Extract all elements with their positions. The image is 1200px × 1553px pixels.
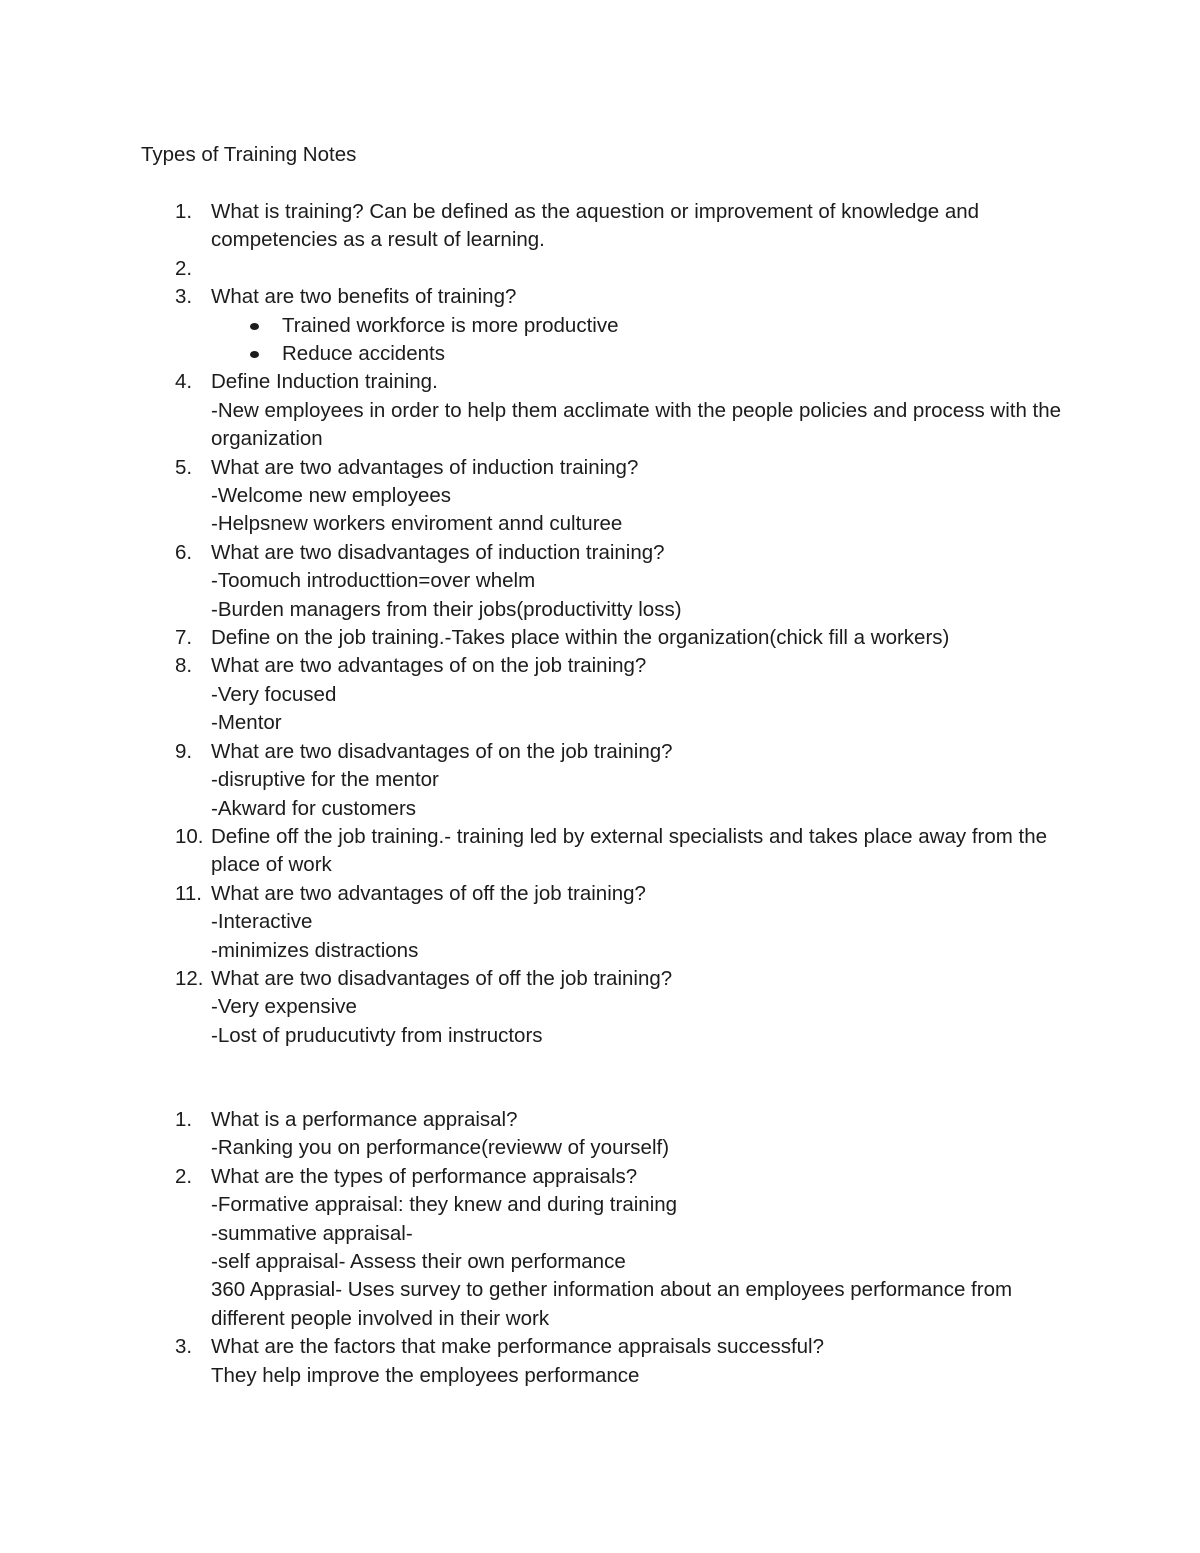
list-number: 6. [175, 540, 193, 564]
list-number: 9. [175, 739, 193, 763]
bullet-item [211, 340, 1200, 368]
item-text: What are the types of performance appraisals? [211, 1164, 638, 1188]
appraisal-item-3 [0, 1333, 1071, 1390]
list-number: 4. [175, 370, 193, 394]
training-item-2 [0, 255, 1071, 283]
item-text: What are two advantages of on the job training? [211, 654, 647, 678]
item-text: Define off the job training.- training led by external specialists and takes place away from the place of work [211, 824, 1048, 877]
bullet-text: Trained workforce is more productive [282, 313, 619, 337]
bullet-item [211, 312, 1200, 340]
training-item-3 [0, 283, 1071, 311]
list-number: 3. [175, 1335, 193, 1359]
item-text: What is training? Can be defined as the aquestion or improvement of knowledge and competencies as a result of learning. [211, 200, 980, 252]
training-questions-list [0, 198, 1200, 1050]
training-item-1 [0, 198, 1071, 255]
item-answer-line: -minimizes distractions [211, 938, 419, 962]
training-item-12 [0, 965, 1071, 1050]
document-title: Types of Training Notes [141, 143, 357, 166]
item-text: What are two advantages of off the job training? [211, 881, 646, 905]
list-number: 3. [175, 285, 193, 309]
item-text: What are two disadvantages of on the job training? [211, 739, 673, 763]
list-number: 10. [175, 824, 204, 848]
item-text [211, 255, 1071, 283]
item-answer-line: 360 Apprasial- Uses survey to gether information about an employees performance from different people involved in their work [211, 1278, 1013, 1330]
item-answer-line: They help improve the employees performance [211, 1363, 640, 1387]
item-text: What is a performance appraisal? [211, 1108, 518, 1131]
training-item-7 [0, 624, 1071, 652]
item-answer-line: -Ranking you on performance(revieww of yourself) [211, 1136, 670, 1160]
training-item-10 [0, 823, 1071, 880]
list-number: 2. [175, 256, 193, 280]
item-answer-line: -disruptive for the mentor [211, 768, 439, 792]
bullet-dot-icon [250, 323, 259, 330]
training-item-6 [0, 539, 1071, 624]
item-text: Define Induction training. [211, 370, 438, 394]
bullet-text: Reduce accidents [282, 342, 445, 366]
appraisal-questions-list [0, 1106, 1200, 1390]
list-number: 7. [175, 626, 193, 650]
training-item-8 [0, 652, 1071, 737]
item-text: What are two advantages of induction training? [211, 455, 639, 479]
item-answer-line: -Akward for customers [211, 796, 417, 820]
training-item-11 [0, 880, 1071, 965]
list-number: 8. [175, 654, 193, 678]
item-text: What are two benefits of training? [211, 285, 517, 309]
item-text: What are the factors that make performance appraisals successful? [211, 1335, 825, 1359]
list-number: 1. [175, 1108, 193, 1131]
item-text: Define on the job training.-Takes place within the organization(chick fill a workers) [211, 626, 950, 650]
item-text: What are two disadvantages of induction training? [211, 540, 665, 564]
training-item-9 [0, 738, 1071, 823]
training-item-5 [0, 454, 1071, 539]
item-answer-line: -Interactive [211, 910, 313, 934]
bullet-dot-icon [250, 351, 259, 358]
list-number: 11. [175, 881, 202, 905]
appraisal-item-2 [0, 1163, 1071, 1333]
item-answer-line: -Lost of pruducutivty from instructors [211, 1023, 543, 1047]
list-number: 12. [175, 966, 204, 990]
item-answer-line: -self appraisal- Assess their own performance [211, 1250, 626, 1274]
list-number: 5. [175, 455, 193, 479]
item-answer-line: -Welcome new employees [211, 484, 452, 508]
item-answer-line: -Toomuch introducttion=over whelm [211, 569, 536, 593]
item-answer-line: -Helpsnew workers enviroment annd culturee [211, 512, 623, 536]
list-number: 1. [175, 200, 193, 223]
item-answer-line: -Formative appraisal: they knew and during training [211, 1193, 678, 1217]
item-answer-line: -Very expensive [211, 995, 357, 1019]
item-answer-line: -Mentor [211, 711, 282, 735]
training-item-4 [0, 368, 1071, 453]
item-text: What are two disadvantages of off the job training? [211, 966, 673, 990]
list-number: 2. [175, 1164, 193, 1188]
item-answer-line: -summative appraisal- [211, 1221, 413, 1245]
item-answer-line: -Burden managers from their jobs(productivitty loss) [211, 597, 682, 621]
appraisal-item-1 [0, 1106, 1071, 1163]
item-answer-line: -Very focused [211, 682, 337, 706]
item-answer-line: -New employees in order to help them acclimate with the people policies and process with the organization [211, 398, 1062, 451]
